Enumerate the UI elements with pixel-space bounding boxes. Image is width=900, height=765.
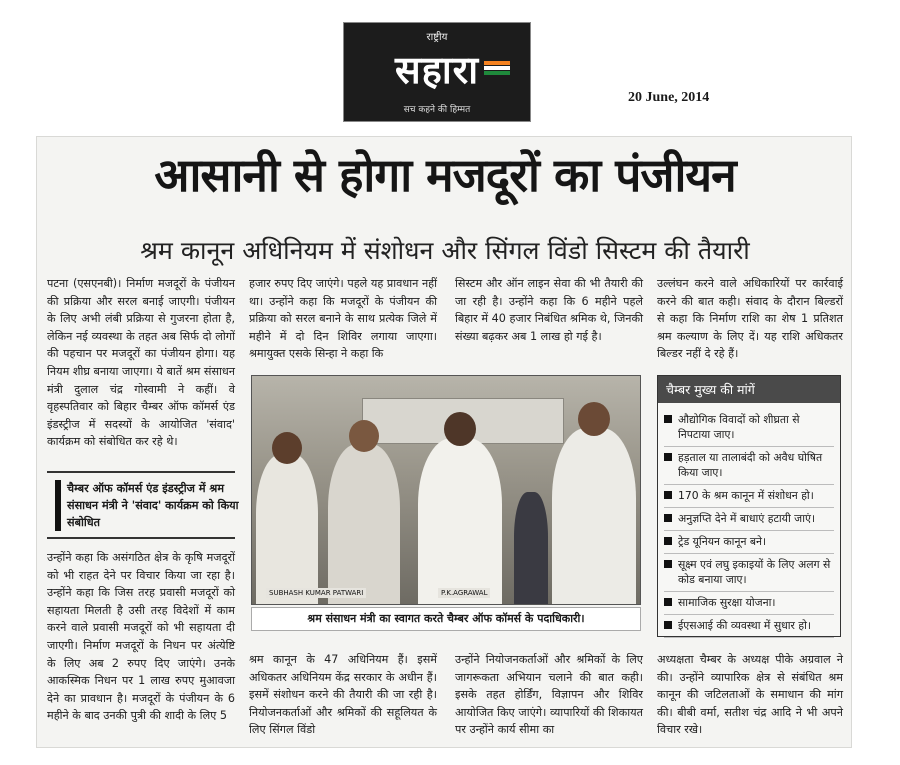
- column-1-bottom-text: उन्होंने कहा कि असंगठित क्षेत्र के कृषि मजदूरों को भी राहत देने पर विचार किया जा रहा है। उन्होंने कहा कि जिस तरह प्रवासी मजदूरों को सहायता मिलती है उसी तरह विदेशों में काम करने वाले प्रवासी मजदूरों को भी सहायता दी जाएगी। निर्माण मजदूरों के निधन पर अंत्येष्टि के लिए अब 2 रुपए दिए जाएंगे। उनके आकस्मिक निधन पर 1 लाख रुपए मुआवजा देने का प्रावधान है। मजदूरों के पंजीयन के 6 महीने के बाद उनकी पुत्री की शादी के लिए 5: [47, 551, 235, 723]
- photo-person-5: [552, 428, 636, 604]
- masthead-small-text: राष्ट्रीय: [426, 32, 448, 43]
- photo-caption: श्रम संसाधन मंत्री का स्वागत करते चैम्बर ऑफ कॉमर्स के पदाधिकारी।: [251, 607, 641, 631]
- column-4-top-text: उल्लंघन करने वाले अधिकारियों पर कार्रवाई करने की बात कही। संवाद के दौरान बिल्डरों से कहा कि निर्माण राशि का शेष 1 प्रतिशत श्रम कल्याण के लिए दें। यह राशि अधिकतर बिल्डर नहीं दे रहे हैं।: [657, 277, 843, 361]
- demand-item: सूक्ष्म एवं लघु इकाइयों के लिए अलग से कोड बनाया जाए।: [664, 554, 834, 592]
- demand-item: अनुज्ञप्ति देने में बाधाएं हटायी जाएं।: [664, 508, 834, 531]
- photo-person-3: [418, 438, 502, 604]
- photo-person-4: [514, 492, 548, 604]
- demand-item: 170 के श्रम कानून में संशोधन हो।: [664, 485, 834, 508]
- news-clipping: [36, 136, 852, 748]
- flag-green-stripe: [484, 71, 510, 75]
- column-1-top-text: पटना (एसएनबी)। निर्माण मजदूरों के पंजीयन की प्रक्रिया और सरल बनाई जाएगी। पंजीयन के लिए अभी लंबी प्रक्रिया से गुजरना होता है, लेकिन नई व्यवस्था के तहत अब सिर्फ दो लोगों की पहचान पर मजदूरों का पंजीयन होगा। यह नियम शीघ्र बनाया जाएगा। ये बातें श्रम संसाधन मंत्री दुलाल चंद्र गोस्वामी ने कहीं। वे वृहस्पतिवार को बिहार चैम्बर ऑफ कॉमर्स एंड इंडस्ट्रीज में सदस्यों के आयोजित 'संवाद' कार्यक्रम को संबोधित कर रहे थे।: [47, 277, 235, 449]
- news-photo: [251, 375, 641, 605]
- column-3-top-text: सिस्टम और ऑन लाइन सेवा की भी तैयारी की जा रही है। उन्होंने कहा कि 6 महीने पहले बिहार में 40 हजार निबंधित श्रमिक थे, जिनकी संख्या बढ़कर अब 1 लाख हो गई है।: [455, 277, 643, 343]
- photo-person-2: [328, 444, 400, 604]
- photo-person-1-head: [272, 432, 302, 464]
- flag-white-stripe: [484, 66, 510, 70]
- photo-person-5-head: [578, 402, 610, 436]
- article-subhead: श्रम कानून अधिनियम में संशोधन और सिंगल विंडो सिस्टम की तैयारी: [140, 236, 750, 265]
- column-2-top-text: हजार रुपए दिए जाएंगे। पहले यह प्रावधान नहीं था। उन्होंने कहा कि मजदूरों के पंजीयन की प्रक्रिया को सरल बनाने के साथ प्रत्येक जिले में महीने में दो दिन शिविर लगाया जाएगा। श्रमायुक्त एसके सिन्हा ने कहा कि: [249, 277, 437, 361]
- pull-quote: चैम्बर ऑफ कॉमर्स एंड इंडस्ट्रीज में श्रम संसाधन मंत्री ने 'संवाद' कार्यक्रम को किया संबोधित: [55, 480, 247, 531]
- demand-item: ट्रेड यूनियन कानून बने।: [664, 531, 834, 554]
- quote-top-rule: [47, 471, 235, 473]
- masthead-tagline: सच कहने की हिम्मत: [403, 105, 471, 115]
- flag-saffron-stripe: [484, 61, 510, 65]
- photo-nameplate-1: SUBHASH KUMAR PATWARI: [266, 588, 366, 598]
- demand-item: ईएसआई की व्यवस्था में सुधार हो।: [664, 615, 834, 638]
- demands-list: [658, 409, 840, 638]
- quote-bottom-rule: [47, 537, 235, 539]
- photo-person-1: [256, 454, 318, 604]
- photo-person-2-head: [349, 420, 379, 452]
- demand-item: औद्योगिक विवादों को शीघ्रता से निपटाया जाए।: [664, 409, 834, 447]
- masthead-logo-text: सहारा: [394, 47, 480, 92]
- column-2-bottom-text: श्रम कानून के 47 अधिनियम हैं। इसमें अधिकतर अधिनियम केंद्र सरकार के अधीन हैं। इसमें संशोधन करने की तैयारी की जा रही है। नियोजनकर्ताओं और श्रमिकों की सहूलियत के लिए सिंगल विंडो: [249, 653, 437, 737]
- photo-nameplate-2: P.K.AGRAWAL: [438, 588, 490, 598]
- demands-box: [657, 375, 841, 637]
- publication-date: 20 June, 2014: [628, 90, 710, 105]
- tricolor-flag-icon: [484, 61, 510, 75]
- column-3-bottom-text: उन्होंने नियोजनकर्ताओं और श्रमिकों के लिए जागरूकता अभियान चलाने की बात कही। इसके तहत होर्डिंग, विज्ञापन और शिविर आयोजित किए जाएंगे। व्यापारियों की शिकायत पर उन्होंने कार्य सीमा का: [455, 653, 643, 737]
- demand-item: सामाजिक सुरक्षा योजना।: [664, 592, 834, 615]
- column-4-bottom-text: अध्यक्षता चैम्बर के अध्यक्ष पीके अग्रवाल ने की। उन्होंने व्यापारिक क्षेत्र से संबंधित श्रम कानून की जटिलताओं के समाधान की मांग की। बीबी वर्मा, सतीश चंद्र आदि ने भी अपने विचार रखे।: [657, 653, 843, 737]
- demand-item: हड़ताल या तालाबंदी को अवैध घोषित किया जाए।: [664, 447, 834, 485]
- photo-person-3-head: [444, 412, 476, 446]
- article-headline: आसानी से होगा मजदूरों का पंजीयन: [154, 148, 736, 202]
- newspaper-masthead: [343, 22, 531, 122]
- demands-title: चैम्बर मुख्य की मांगें: [658, 376, 840, 403]
